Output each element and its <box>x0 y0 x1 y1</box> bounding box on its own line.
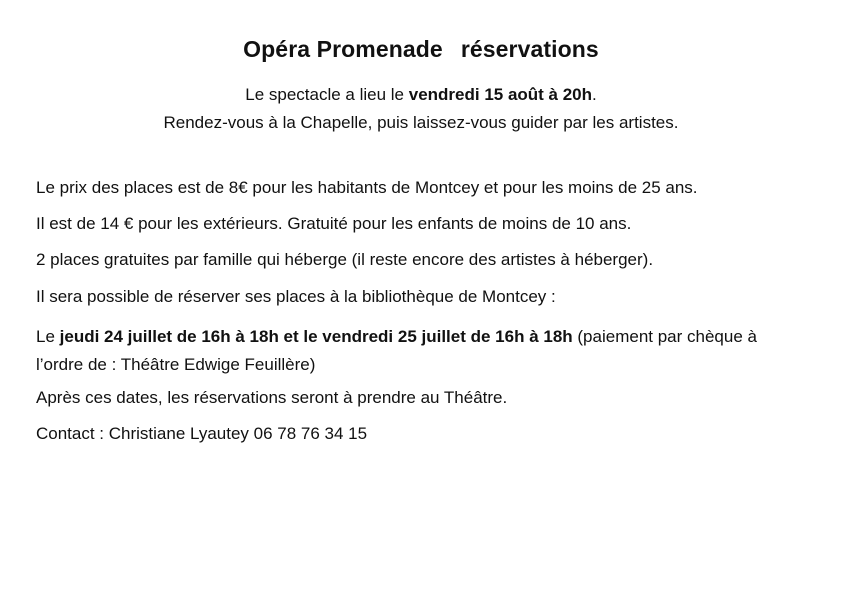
booking-paragraph: Il sera possible de réserver ses places à la bibliothèque de Montcey : <box>36 287 556 306</box>
booking-dates-suffix: (paiement par chèque à l’ordre de : Théâtre Edwige Feuillère) <box>36 327 757 374</box>
booking-dates-prefix: Le <box>36 327 60 346</box>
intro-date-suffix: . <box>592 85 597 104</box>
booking-dates-paragraph <box>36 323 776 379</box>
contact-paragraph: Contact : Christiane Lyautey 06 78 76 34 15 <box>36 424 368 443</box>
title-part-reservations: réservations <box>460 36 599 62</box>
intro-meeting-line: Rendez-vous à la Chapelle, puis laissez-vous guider par les artistes. <box>163 113 679 132</box>
after-dates-paragraph: Après ces dates, les réservations seront à prendre au Théâtre. <box>36 388 508 407</box>
intro-date-prefix: Le spectacle a lieu le <box>245 85 409 104</box>
booking-dates-bold: jeudi 24 juillet de 16h à 18h et le vendredi 25 juillet de 16h à 18h <box>59 327 573 346</box>
intro-date-line <box>0 85 842 105</box>
intro-date-bold: vendredi 15 août à 20h <box>408 85 593 104</box>
external-price-paragraph: Il est de 14 € pour les extérieurs. Gratuité pour les enfants de moins de 10 ans. <box>36 214 632 233</box>
families-paragraph: 2 places gratuites par famille qui héberge (il reste encore des artistes à héberger). <box>36 250 654 269</box>
page-title <box>0 36 842 63</box>
title-part-opera: Opéra Promenade <box>243 36 443 62</box>
prices-paragraph: Le prix des places est de 8€ pour les habitants de Montcey et pour les moins de 25 ans. <box>36 178 698 197</box>
